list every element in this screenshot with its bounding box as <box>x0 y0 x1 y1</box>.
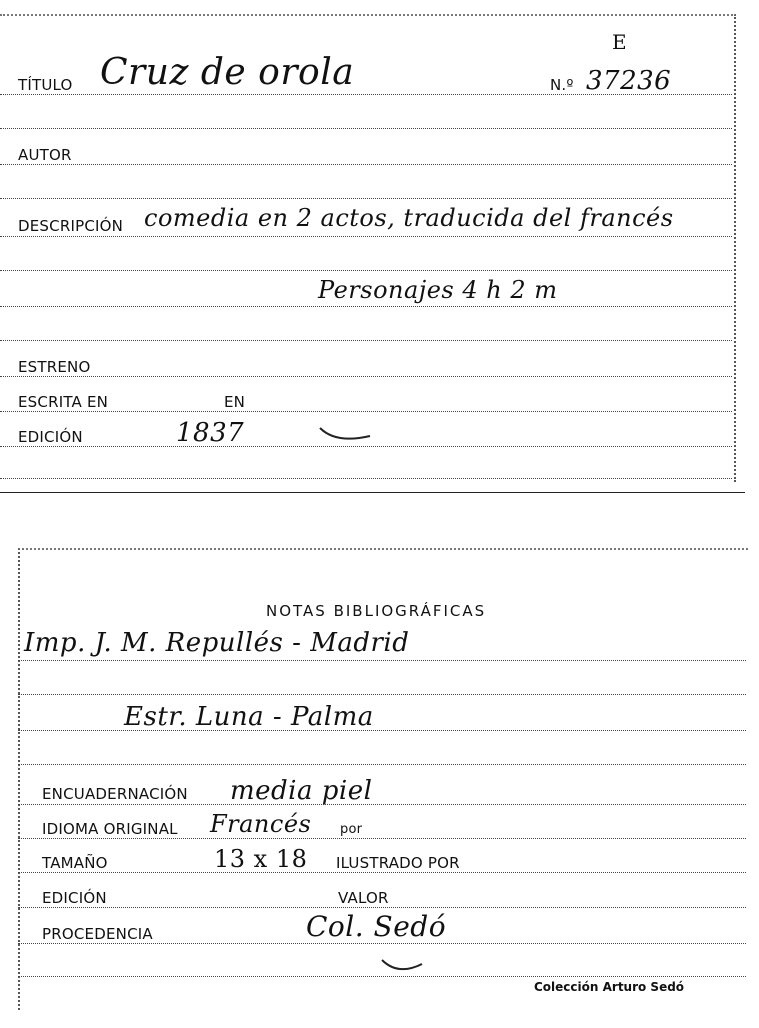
notas-rule-2 <box>18 694 746 695</box>
encuadernacion-value: media piel <box>230 776 373 806</box>
por-label: por <box>340 822 363 837</box>
idioma-label: IDIOMA ORIGINAL <box>42 820 178 838</box>
personajes-rule <box>0 306 732 307</box>
titulo-rule <box>0 94 732 95</box>
idioma-value: Francés <box>210 810 312 838</box>
en-label: EN <box>224 393 246 411</box>
tamano-value: 13 x 18 <box>214 845 308 873</box>
titulo-label: TÍTULO <box>18 76 73 94</box>
bottom-rule-top-card <box>0 478 732 479</box>
escrita-rule <box>0 411 732 412</box>
edicion-rule <box>0 446 732 447</box>
ilustrado-label: ILUSTRADO POR <box>336 854 460 872</box>
titulo-value: Cruz de orola <box>100 52 355 93</box>
tamano-label: TAMAÑO <box>42 854 108 872</box>
procedencia-rule <box>18 943 746 944</box>
edicion-bottom-rule <box>18 907 746 908</box>
descripcion-value: comedia en 2 actos, traducida del francés <box>144 204 674 232</box>
autor-label: AUTOR <box>18 146 72 164</box>
notas-rule-4 <box>18 764 746 765</box>
numero-label: N.º <box>550 76 574 94</box>
blank-rule-2 <box>0 198 732 199</box>
letter-mark: E <box>612 30 628 54</box>
escrita-en-label: ESCRITA EN <box>18 393 109 411</box>
notas-heading: NOTAS BIBLIOGRÁFICAS <box>266 602 487 620</box>
valor-label: VALOR <box>338 889 389 907</box>
tamano-rule <box>18 872 746 873</box>
bottom-rule-bottom-card <box>18 976 746 977</box>
notas-line-1: Imp. J. M. Repullés - Madrid <box>24 628 410 658</box>
ink-stroke-icon <box>318 420 378 444</box>
blank-rule-3 <box>0 270 732 271</box>
procedencia-value: Col. Sedó <box>306 910 447 943</box>
blank-rule-1 <box>0 128 732 129</box>
encuadernacion-label: ENCUADERNACIÓN <box>42 785 188 803</box>
estreno-label: ESTRENO <box>18 358 91 376</box>
personajes-value: Personajes 4 h 2 m <box>318 276 558 304</box>
numero-value: 37236 <box>586 66 672 96</box>
descripcion-label: DESCRIPCIÓN <box>18 217 124 235</box>
edicion-label: EDICIÓN <box>18 428 83 446</box>
idioma-rule <box>18 838 746 839</box>
autor-rule <box>0 164 732 165</box>
descripcion-rule <box>0 236 732 237</box>
notas-rule-1 <box>18 660 746 661</box>
procedencia-label: PROCEDENCIA <box>42 925 153 943</box>
notas-line-2: Estr. Luna - Palma <box>124 702 374 732</box>
edicion-bottom-label: EDICIÓN <box>42 889 107 907</box>
edicion-value: 1837 <box>176 418 245 448</box>
ink-smudge-icon <box>378 950 428 976</box>
estreno-rule <box>0 376 732 377</box>
notas-rule-3 <box>18 730 746 731</box>
blank-rule-4 <box>0 340 732 341</box>
encuadernacion-rule <box>18 804 746 805</box>
coleccion-footer: Colección Arturo Sedó <box>534 980 685 994</box>
card-divider <box>0 492 745 493</box>
